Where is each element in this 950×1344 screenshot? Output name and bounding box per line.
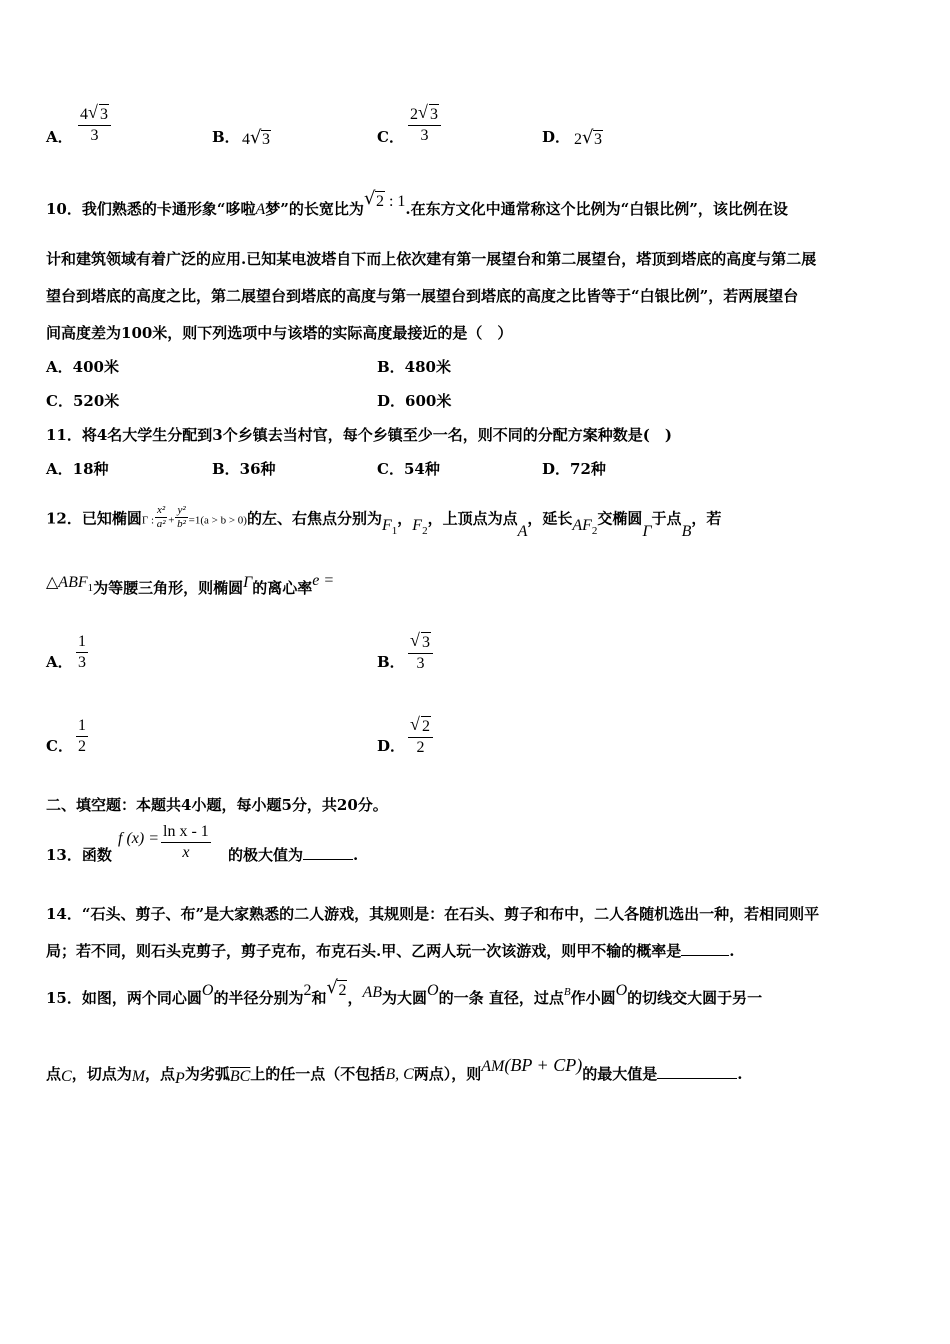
q12-line2: △ABF1为等腰三角形，则椭圆Γ的离心率e =: [46, 572, 335, 597]
q12-option-b: B．: [377, 653, 405, 671]
q12-line1: 12．已知椭圆Γ : $\frac{\text{x²}}{\text{a²}}$ + $\frac{\text{y²}}{\text{b²}}$ =1(a > b > 0)的左、右焦点分别为$F_1$，$F_2$，上顶点为点A，延长$AF_2$交椭圆Γ于点B，若: [46, 504, 722, 540]
q14-answer-blank[interactable]: [681, 941, 729, 956]
q14-line1: 14．“石头、剪子、布”是大家熟悉的二人游戏，其规则是：在石头、剪子和布中，二人各随机选出一种，若相同则平: [46, 905, 820, 923]
q9-option-c: C．: [377, 128, 404, 146]
q13-function: f (x) = $\frac{\text{ln x - 1}}{x}$: [118, 823, 209, 861]
q9-option-b-value: 4 √ 3: [242, 127, 270, 148]
q10-line2: 计和建筑领域有着广泛的应用.已知某电波塔自下而上依次建有第一展望台和第二展望台，塔顶到塔底的高度与第二展: [46, 250, 817, 268]
q9-option-d: D．: [542, 128, 571, 146]
q10-option-b: B．480米: [377, 358, 451, 376]
q10-option-c: C．520米: [46, 392, 120, 410]
q11-stem: 11．将4名大学生分配到3个乡镇去当村官，每个乡镇至少一名，则不同的分配方案种数是( ): [46, 426, 672, 444]
q12-option-d: D．: [377, 737, 406, 755]
q12-option-b-value: √ 3 3: [408, 632, 433, 674]
q11-option-c: C．54种: [377, 460, 440, 478]
section-2-heading: 二、填空题：本题共4小题，每小题5分，共20分。: [46, 796, 388, 814]
q9-option-b: B．: [212, 128, 240, 146]
q11-option-a: A．18种: [46, 460, 109, 478]
q12-option-d-value: √ 2 2: [408, 716, 433, 758]
q15-answer-blank[interactable]: [657, 1064, 737, 1079]
q10-line1: 10．我们熟悉的卡通形象“哆啦A梦”的长宽比为 √ 2 : 1.在东方文化中通常称这个比例为“白银比例”，该比例在设: [46, 188, 788, 218]
q15-line2: 点C，切点为M，点P为劣弧$\overline{BC}$上的任一点（不包括B, C两点），则AM(BP + CP)的最大值是 .: [46, 1055, 743, 1087]
q14-line2: 局；若不同，则石头克剪子，剪子克布，布克石头.甲、乙两人玩一次该游戏，则甲不输的概率是 .: [46, 942, 735, 960]
q12-option-c-value: $\frac{1}{2}$: [78, 717, 86, 755]
q10-option-d: D．600米: [377, 392, 452, 410]
q13-answer-blank[interactable]: [303, 845, 353, 860]
q10-line3: 望台到塔底的高度之比，第二展望台到塔底的高度与第一展望台到塔底的高度之比皆等于“白银比例”，若两展望台: [46, 287, 799, 305]
q13-suffix: 的极大值为 .: [228, 846, 359, 864]
q10-option-a: A．400米: [46, 358, 119, 376]
q9-option-c-value: 2 √ 3 3: [408, 104, 441, 146]
q10-line4: 间高度差为100米，则下列选项中与该塔的实际高度最接近的是（ ）: [46, 324, 513, 342]
q9-option-a: A．: [46, 128, 73, 146]
q12-option-c: C．: [46, 737, 73, 755]
q9-option-d-value: 2 √ 3: [574, 127, 602, 148]
q12-option-a: A．: [46, 653, 73, 671]
q9-option-a-value: 4 √ 3 3: [78, 104, 111, 146]
q13-stem: 13．函数: [46, 846, 112, 864]
q11-option-d: D．72种: [542, 460, 606, 478]
q12-option-a-value: $\frac{1}{3}$: [78, 633, 86, 671]
q11-option-b: B．36种: [212, 460, 276, 478]
q15-line1: 15．如图，两个同心圆O的半径分别为2和 √ 2，AB为大圆O的一条 直径，过点$^B$作小圆O的切线交大圆于另一: [46, 977, 763, 1007]
